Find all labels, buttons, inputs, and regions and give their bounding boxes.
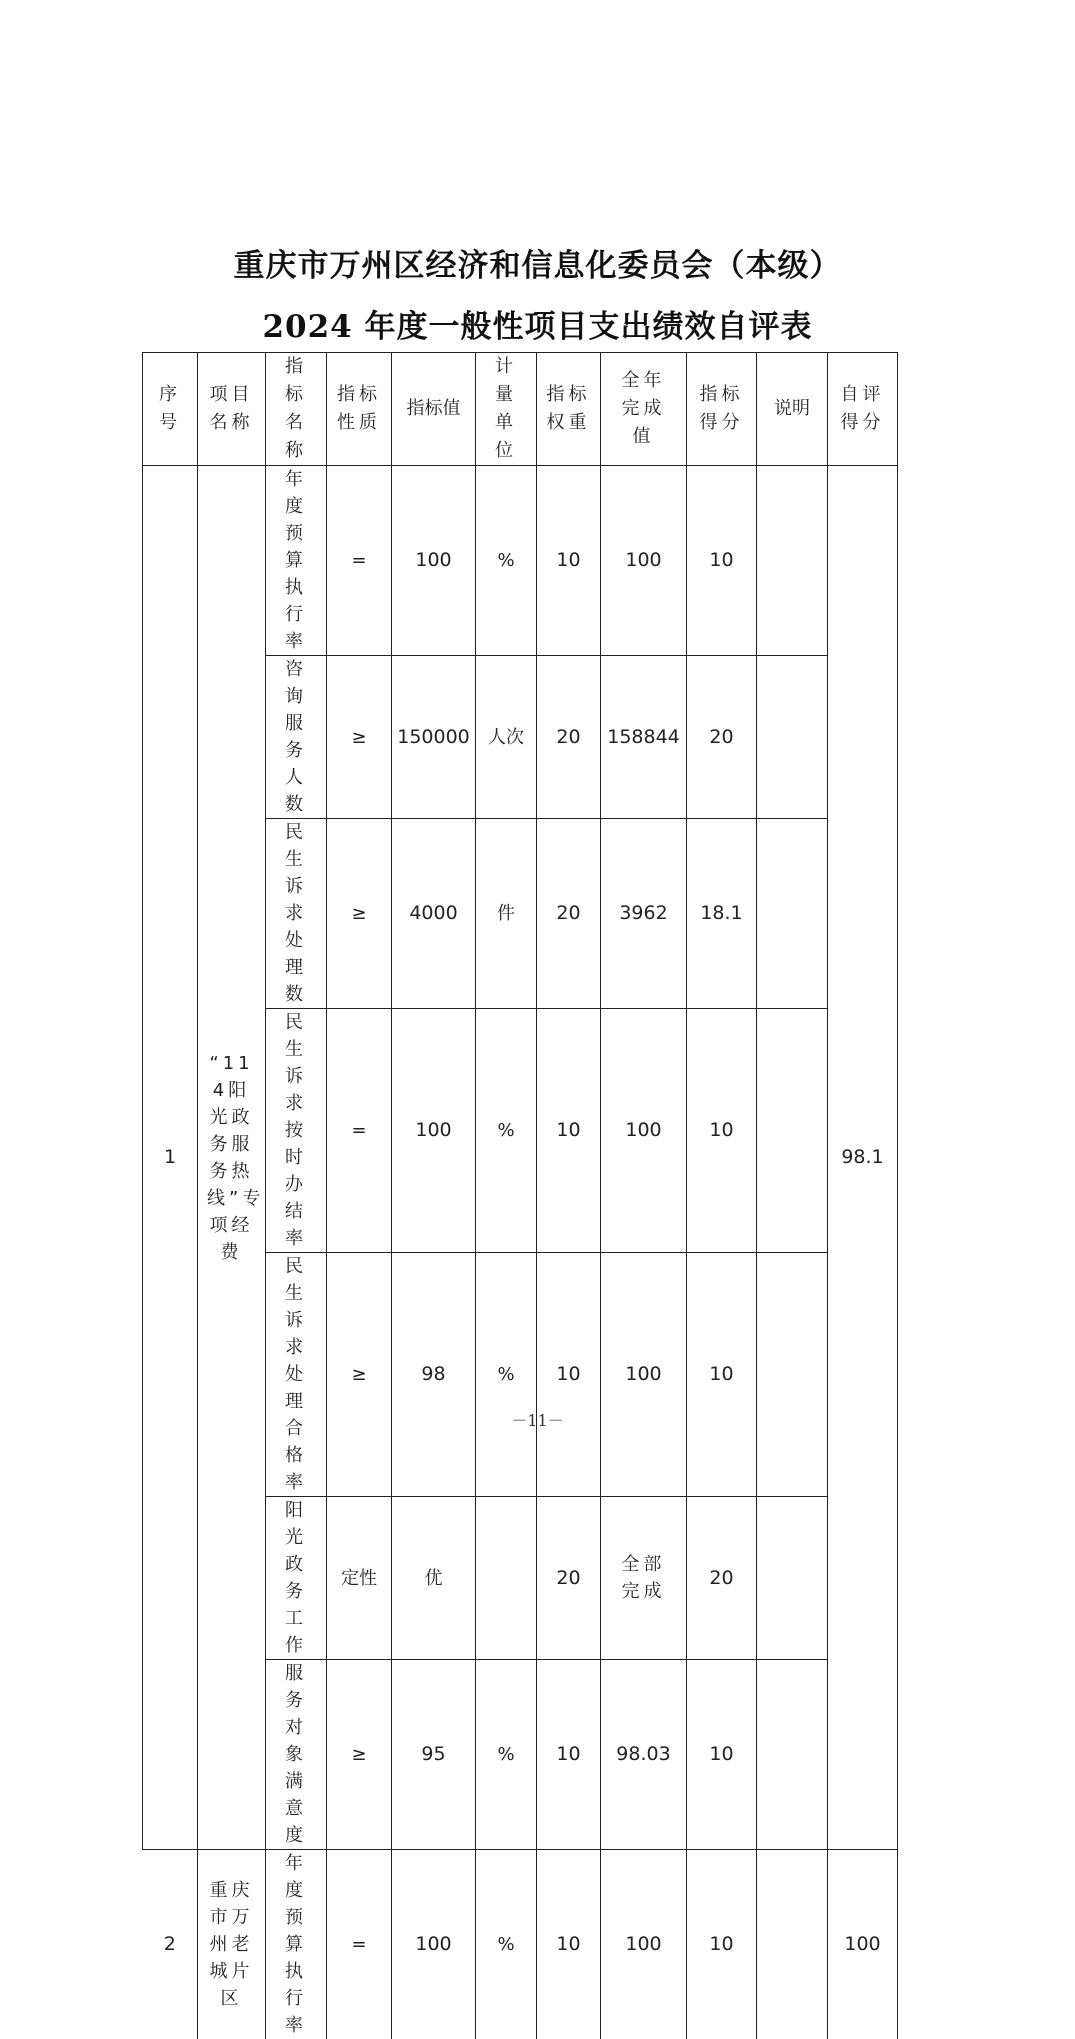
- indicator-name: 服务对象满意度: [266, 1660, 327, 1850]
- project-1-seq: 1: [143, 466, 198, 1850]
- indicator-score: 10: [687, 1253, 757, 1497]
- indicator-nature: ≥: [327, 1253, 392, 1497]
- annual-completion: 100: [601, 1850, 687, 2039]
- remarks: [757, 819, 828, 1009]
- annual-completion: 3962: [601, 819, 687, 1009]
- annual-completion: 全部完成: [601, 1497, 687, 1660]
- indicator-value: 优: [392, 1497, 476, 1660]
- remarks: [757, 1850, 828, 2039]
- weight: 20: [537, 656, 601, 819]
- indicator-value: 100: [392, 1850, 476, 2039]
- indicator-value: 100: [392, 466, 476, 656]
- unit: %: [476, 1850, 537, 2039]
- unit: %: [476, 1009, 537, 1253]
- unit: %: [476, 466, 537, 656]
- project-2-seq: 2: [143, 1850, 198, 2039]
- indicator-nature: 定性: [327, 1497, 392, 1660]
- indicator-name: 阳光政务工作: [266, 1497, 327, 1660]
- header-indicator-nature: 指标性质: [327, 353, 392, 466]
- indicator-name: 年度预算执行率: [266, 1850, 327, 2039]
- header-seq: 序号: [143, 353, 198, 466]
- header-indicator-name: 指标名称: [266, 353, 327, 466]
- indicator-nature: =: [327, 1009, 392, 1253]
- remarks: [757, 656, 828, 819]
- header-indicator-score: 指标得分: [687, 353, 757, 466]
- indicator-name: 民生诉求按时办结率: [266, 1009, 327, 1253]
- indicator-value: 4000: [392, 819, 476, 1009]
- remarks: [757, 1253, 828, 1497]
- header-unit: 计量单位: [476, 353, 537, 466]
- indicator-name: 民生诉求处理合格率: [266, 1253, 327, 1497]
- weight: 10: [537, 466, 601, 656]
- indicator-name: 年度预算执行率: [266, 466, 327, 656]
- performance-table: [142, 352, 898, 2039]
- annual-completion: 100: [601, 1253, 687, 1497]
- annual-completion: 158844: [601, 656, 687, 819]
- remarks: [757, 1497, 828, 1660]
- indicator-score: 10: [687, 1660, 757, 1850]
- indicator-value: 150000: [392, 656, 476, 819]
- project-2-name: 重庆市万州老城片区: [198, 1850, 266, 2039]
- header-annual-completion: 全年完成值: [601, 353, 687, 466]
- weight: 10: [537, 1009, 601, 1253]
- indicator-nature: ≥: [327, 656, 392, 819]
- indicator-score: 20: [687, 656, 757, 819]
- indicator-name: 咨询服务人数: [266, 656, 327, 819]
- remarks: [757, 1660, 828, 1850]
- indicator-score: 10: [687, 1009, 757, 1253]
- indicator-score: 18.1: [687, 819, 757, 1009]
- remarks: [757, 1009, 828, 1253]
- project-1-name: “114阳光政务服务热线”专项经费: [198, 466, 266, 1850]
- header-indicator-value: 指标值: [392, 353, 476, 466]
- annual-completion: 100: [601, 466, 687, 656]
- indicator-score: 10: [687, 466, 757, 656]
- unit: %: [476, 1660, 537, 1850]
- weight: 20: [537, 819, 601, 1009]
- unit: 人次: [476, 656, 537, 819]
- header-remarks: 说明: [757, 353, 828, 466]
- weight: 10: [537, 1253, 601, 1497]
- indicator-value: 95: [392, 1660, 476, 1850]
- weight: 20: [537, 1497, 601, 1660]
- header-self-score: 自评得分: [828, 353, 898, 466]
- unit: [476, 1497, 537, 1660]
- indicator-score: 20: [687, 1497, 757, 1660]
- unit: %: [476, 1253, 537, 1497]
- annual-completion: 98.03: [601, 1660, 687, 1850]
- indicator-nature: ≥: [327, 1660, 392, 1850]
- indicator-nature: ≥: [327, 819, 392, 1009]
- unit: 件: [476, 819, 537, 1009]
- project-1-self-score: 98.1: [828, 466, 898, 1850]
- header-project-name: 项目名称: [198, 353, 266, 466]
- indicator-value: 100: [392, 1009, 476, 1253]
- indicator-value: 98: [392, 1253, 476, 1497]
- indicator-nature: =: [327, 1850, 392, 2039]
- indicator-name: 民生诉求处理数: [266, 819, 327, 1009]
- remarks: [757, 466, 828, 656]
- project-2-self-score: 100: [828, 1850, 898, 2039]
- header-weight: 指标权重: [537, 353, 601, 466]
- weight: 10: [537, 1660, 601, 1850]
- doc-title-line-1: 重庆市万州区经济和信息化委员会（本级）: [0, 240, 1075, 285]
- annual-completion: 100: [601, 1009, 687, 1253]
- indicator-nature: =: [327, 466, 392, 656]
- doc-title-line-2: 2024 年度一般性项目支出绩效自评表: [0, 301, 1075, 346]
- indicator-score: 10: [687, 1850, 757, 2039]
- weight: 10: [537, 1850, 601, 2039]
- page-number: －11－: [0, 1408, 1075, 1431]
